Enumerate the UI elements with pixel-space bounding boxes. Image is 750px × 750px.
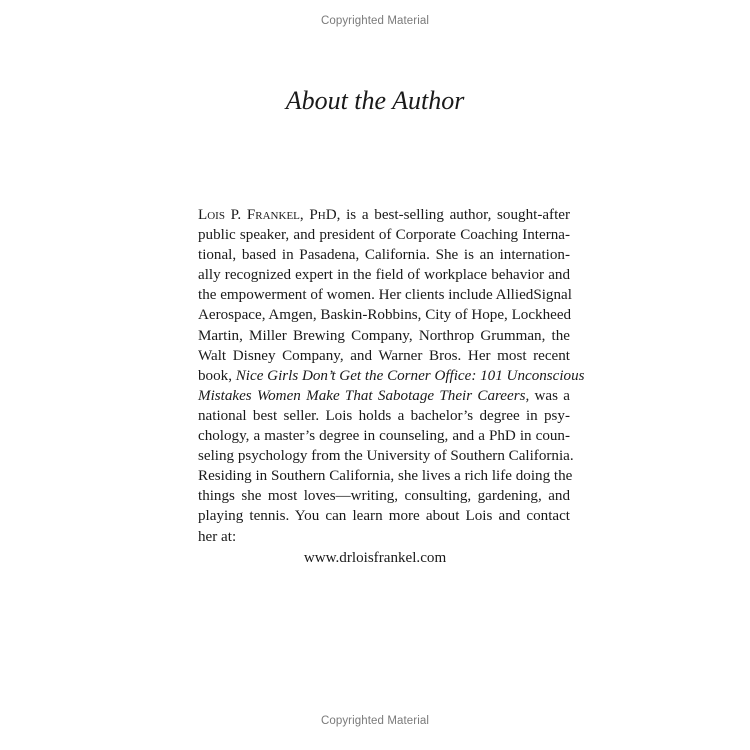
- author-name: Lois P. Frankel, PhD: [198, 207, 337, 223]
- author-bio: [198, 205, 585, 547]
- bio-line: playing tennis. You can learn more about Lois and contact: [198, 508, 570, 525]
- book-title: Nice Girls Don’t Get the Corner Office: 101 Unconscious: [235, 367, 585, 384]
- bio-line: seling psychology from the University of Southern California.: [198, 448, 574, 465]
- bio-line: things she most loves—writing, consulting, gardening, and: [198, 488, 570, 505]
- page-title: About the Author: [285, 86, 465, 115]
- bio-line: Mistakes Women Make That Sabotage Their Careers, was a: [198, 387, 570, 404]
- bio-line: Residing in Southern California, she lives a rich life doing the: [198, 468, 573, 485]
- bio-line: Aerospace, Amgen, Baskin-Robbins, City of Hope, Lockheed: [198, 307, 572, 324]
- bio-line: book, Nice Girls Don’t Get the Corner Office: 101 Unconscious: [198, 367, 585, 384]
- bio-line: ally recognized expert in the field of workplace behavior and: [198, 267, 570, 284]
- bio-line: tional, based in Pasadena, California. She is an internation-: [198, 247, 570, 264]
- author-website-link: www.drloisfrankel.com: [303, 550, 447, 566]
- bio-line: her at:: [198, 528, 237, 545]
- bio-line: Walt Disney Company, and Warner Bros. Her most recent: [198, 347, 570, 364]
- bio-line: Lois P. Frankel, PhD, is a best-selling author, sought-after: [198, 207, 570, 223]
- bio-line: chology, a master’s degree in counseling, and a PhD in coun-: [198, 428, 570, 445]
- bio-line: the empowerment of women. Her clients include AlliedSignal: [198, 287, 572, 304]
- book-title-continued: Mistakes Women Make That Sabotage Their Careers,: [198, 387, 530, 404]
- bio-line: national best seller. Lois holds a bachelor’s degree in psy-: [198, 407, 570, 424]
- bio-line: Martin, Miller Brewing Company, Northrop Grumman, the: [198, 327, 570, 344]
- copyright-watermark-bottom: Copyrighted Material: [320, 715, 430, 727]
- copyright-watermark-top: Copyrighted Material: [320, 15, 430, 27]
- bio-line: public speaker, and president of Corporate Coaching Interna-: [198, 227, 570, 244]
